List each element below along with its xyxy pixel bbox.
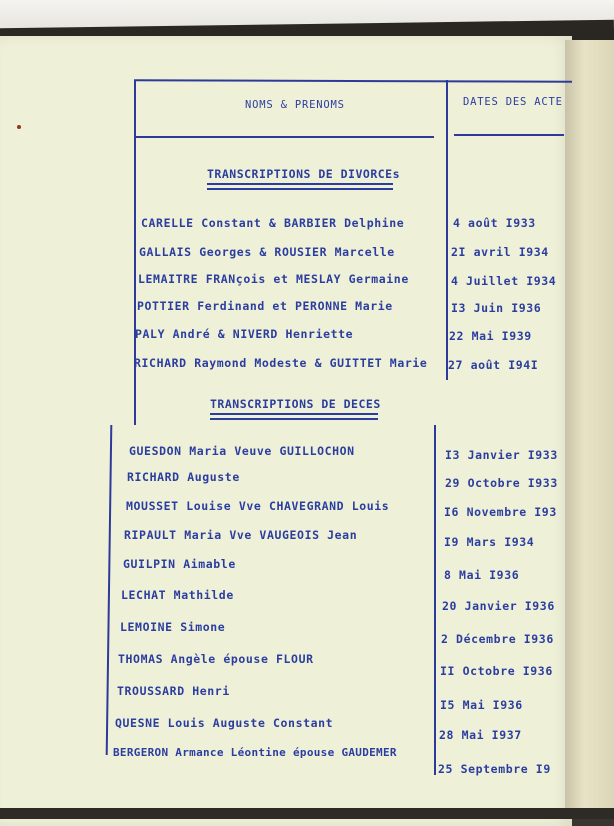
section-underline bbox=[207, 188, 393, 190]
deces-name: RICHARD Auguste bbox=[127, 470, 240, 484]
section-title-divorces: TRANSCRIPTIONS DE DIVORCEs bbox=[207, 167, 401, 181]
deces-date: 25 Septembre I9 bbox=[438, 762, 551, 776]
divorce-name: CARELLE Constant & BARBIER Delphine bbox=[141, 216, 405, 230]
section-underline bbox=[210, 413, 378, 415]
deces-name: QUESNE Louis Auguste Constant bbox=[115, 716, 334, 730]
section-title-deces: TRANSCRIPTIONS DE DECES bbox=[210, 397, 381, 411]
divorce-date: I3 Juin I936 bbox=[451, 301, 542, 315]
divorce-name: POTTIER Ferdinand et PERONNE Marie bbox=[137, 299, 393, 313]
deces-name: LEMOINE Simone bbox=[120, 620, 226, 634]
divorce-name: PALY André & NIVERD Henriette bbox=[135, 327, 354, 341]
divorce-name: LEMAITRE FRANçois et MESLAY Germaine bbox=[138, 272, 409, 286]
page-edges bbox=[565, 40, 614, 819]
deces-date: 2 Décembre I936 bbox=[441, 632, 554, 646]
deces-name: RIPAULT Maria Vve VAUGEOIS Jean bbox=[124, 528, 358, 542]
deces-date: I3 Janvier I933 bbox=[445, 448, 558, 462]
divorce-date: 2I avril I934 bbox=[451, 245, 549, 259]
deces-name: BERGERON Armance Léontine épouse GAUDEMER bbox=[113, 746, 397, 759]
book-bottom-edge bbox=[0, 808, 614, 819]
divorce-date: 22 Mai I939 bbox=[449, 329, 532, 343]
deces-name: LECHAT Mathilde bbox=[121, 588, 234, 602]
deces-date: I5 Mai I936 bbox=[440, 698, 523, 712]
header-rule-dates bbox=[454, 134, 564, 136]
table-column-rule-upper bbox=[446, 80, 448, 380]
deces-name: TROUSSARD Henri bbox=[117, 684, 230, 698]
deces-date: I9 Mars I934 bbox=[444, 535, 535, 549]
deces-date: 28 Mai I937 bbox=[439, 728, 522, 742]
section-underline bbox=[210, 418, 378, 420]
ink-spot bbox=[17, 125, 21, 129]
header-dates: DATES DES ACTE bbox=[463, 96, 563, 108]
header-names: NOMS & PRENOMS bbox=[245, 99, 345, 111]
deces-name: MOUSSET Louise Vve CHAVEGRAND Louis bbox=[126, 499, 390, 513]
deces-date: 8 Mai I936 bbox=[444, 568, 520, 582]
section-underline bbox=[207, 183, 393, 185]
deces-date: I6 Novembre I93 bbox=[444, 505, 557, 519]
deces-name: THOMAS Angèle épouse FLOUR bbox=[118, 652, 314, 666]
deces-date: 29 Octobre I933 bbox=[445, 476, 558, 490]
divorce-date: 27 août I94I bbox=[448, 358, 539, 372]
divorce-date: 4 août I933 bbox=[453, 216, 536, 230]
divorce-date: 4 Juillet I934 bbox=[451, 274, 557, 288]
table-left-rule-upper bbox=[134, 80, 136, 425]
divorce-name: RICHARD Raymond Modeste & GUITTET Marie bbox=[134, 356, 428, 370]
deces-name: GUILPIN Aimable bbox=[123, 557, 236, 571]
divorce-name: GALLAIS Georges & ROUSIER Marcelle bbox=[139, 245, 395, 259]
header-rule-names bbox=[134, 136, 434, 138]
table-column-rule-lower bbox=[434, 425, 436, 775]
deces-date: 20 Janvier I936 bbox=[442, 599, 555, 613]
deces-date: II Octobre I936 bbox=[440, 664, 553, 678]
deces-name: GUESDON Maria Veuve GUILLOCHON bbox=[129, 444, 355, 458]
